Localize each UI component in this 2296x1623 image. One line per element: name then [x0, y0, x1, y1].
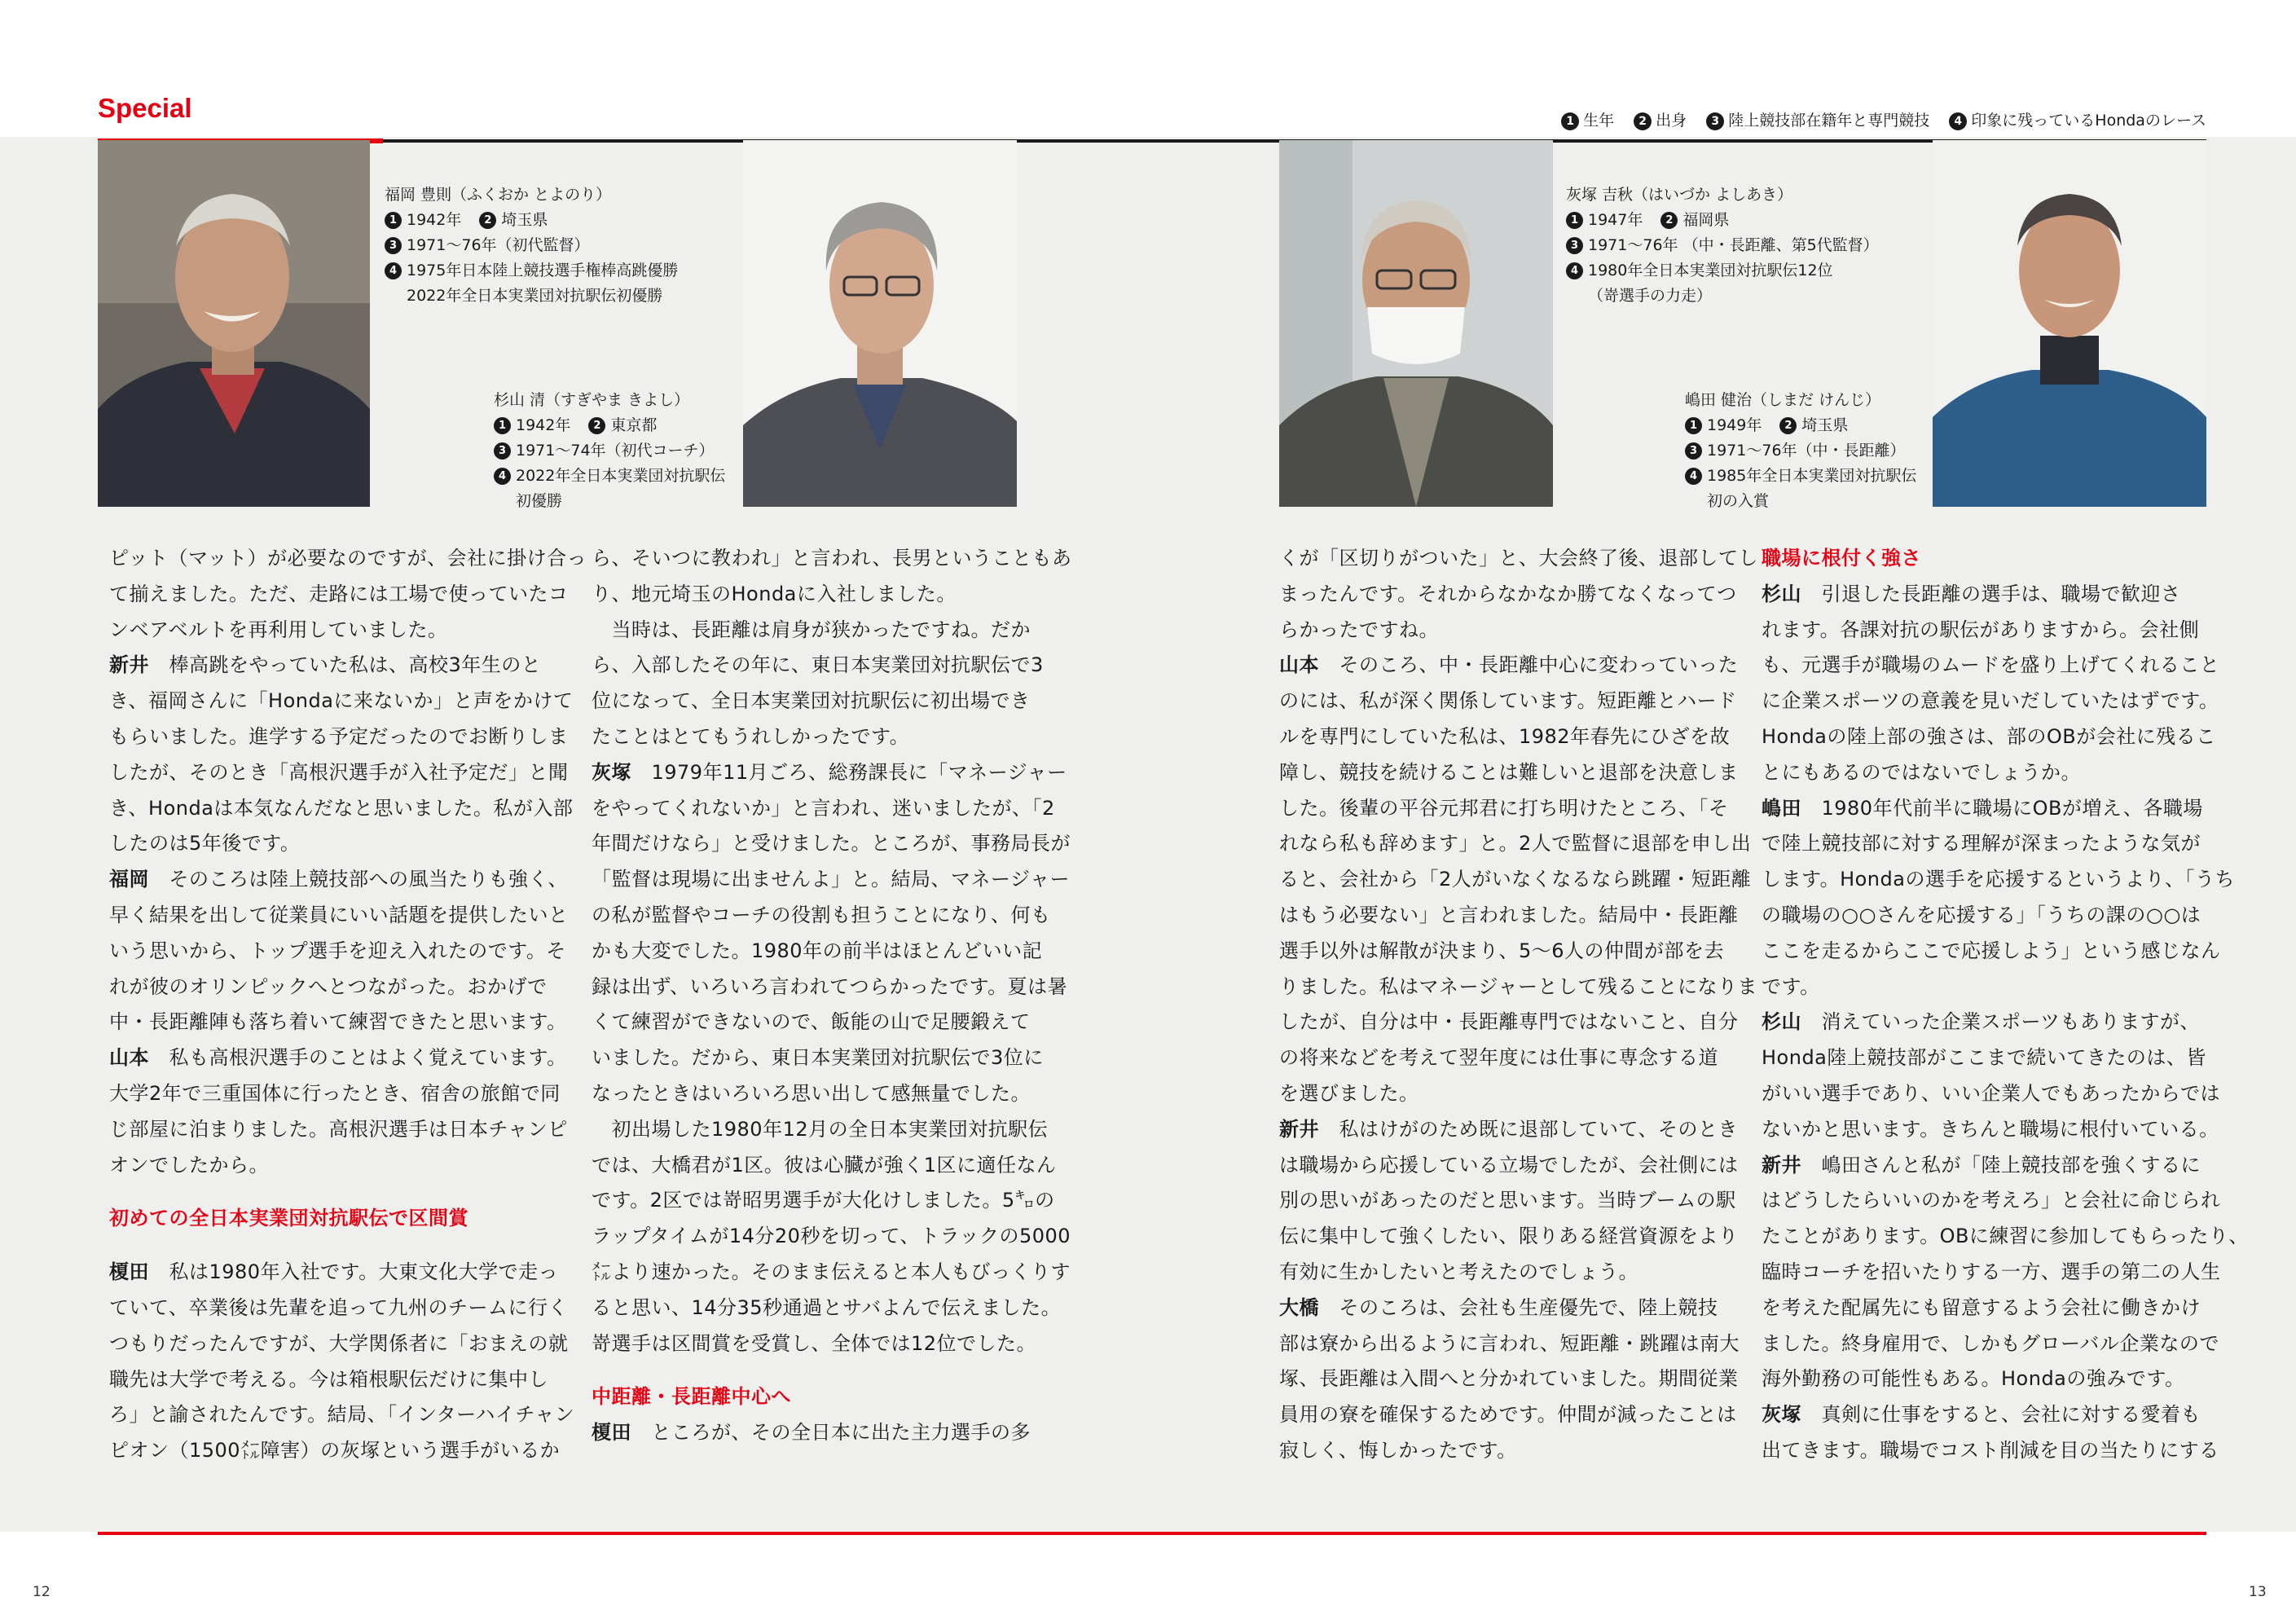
- marker-1-icon: 1: [494, 417, 511, 434]
- marker-1-icon: 1: [385, 212, 402, 229]
- profile-name: 福岡 豊則（ふくおか とよのり）: [385, 186, 612, 204]
- legend-item: 4 印象に残っているHondaのレース: [1949, 112, 2206, 130]
- body-column-3: くが「区切りがついた」と、大会終了後、退部してし まったんです。それからなかなか勝てなくなってつ らかったですね。 山本 そのころ、中・長距離中心に変わっていった のには、私が深く関係しています。短距離とハード ルを専門にしていた私は、1982年春先にひざを故 障し、競技を続けることは難しいと退部を決意しま した。後輩の平谷元邦君に打ち明けたところ、「そ れなら私も辞めます」と。2人で監督に退部を申し出 ると、会社から「2人がいなくなるなら跳躍・短距離 はもう必要ない」と言われました。結局中・長距離 選手以外は解散が決まり、5〜6人の仲間が部を去 りました。私はマネージャーとして残ることになりま したが、自分は中・長距離専門ではないこと、自分 の将来などを考えて翌年度には仕事に専念する道 を選びました。 新井 私はけがのため既に退部していて、そのとき は職場から応援している立場でしたが、会社側には 別の思いがあったのだと思います。当時ブームの駅 伝に集中して強くしたい、限りある経営資源をより 有効に生かしたいと考えたのでしょう。 大橋 そのころは、会社も生産優先で、陸上競技 部は寮から出るように言われ、短距離・跳躍は南大 塚、長距離は入間へと分かれていました。期間従業 員用の寮を確保するためです。仲間が減ったことは 寂しく、悔しかったです。: [1279, 547, 1758, 1462]
- marker-4-icon: 4: [494, 468, 511, 485]
- marker-3-icon: 3: [385, 237, 402, 254]
- speaker-name: 福岡: [109, 868, 149, 891]
- page-number-right: 13: [2249, 1584, 2267, 1600]
- marker-4-icon: 4: [1949, 112, 1967, 130]
- speaker-name: 嶋田: [1762, 796, 1801, 820]
- legend-item: 1 生年: [1561, 112, 1614, 130]
- speaker-name: 杉山: [1762, 582, 1801, 605]
- profile-name: 灰塚 吉秋（はいづか よしあき）: [1566, 186, 1793, 204]
- speaker-name: 杉山: [1762, 1010, 1801, 1034]
- profile-name: 杉山 清（すぎやま きよし）: [494, 391, 690, 409]
- marker-1-icon: 1: [1566, 212, 1583, 229]
- legend-item: 2 出身: [1634, 112, 1687, 130]
- profile-name: 嶋田 健治（しまだ けんじ）: [1685, 391, 1881, 409]
- speaker-name: 灰塚: [592, 760, 631, 784]
- marker-2-icon: 2: [1779, 417, 1797, 434]
- speaker-name: 榎田: [109, 1260, 149, 1284]
- marker-3-icon: 3: [494, 442, 511, 460]
- section-heading: 中距離・長距離中心へ: [592, 1385, 791, 1409]
- speaker-name: 大橋: [1279, 1295, 1319, 1319]
- page-number-left: 12: [33, 1584, 51, 1600]
- legend-item: 3 陸上競技部在籍年と専門競技: [1706, 112, 1929, 130]
- body-column-2: ら、そいつに教われ」と言われ、長男ということもあ り、地元埼玉のHondaに入社しました。 当時は、長距離は肩身が狭かったですね。だか ら、入部したその年に、東日本実業団対抗駅伝で3 位になって、全日本実業団対抗駅伝に初出場でき たことはとてもうれしかったです。 灰塚 1979年11月ごろ、総務課長に「マネージャー をやってくれないか」と言われ、迷いましたが、「2 年間だけなら」と受けました。ところが、事務局長が 「監督は現場に出ませんよ」と。結局、マネージャー の私が監督やコーチの役割も担うことになり、何も かも大変でした。1980年の前半はほとんどいい記 録は出ず、いろいろ言われてつらかったです。夏は暑 くて練習ができないので、飯能の山で足腰鍛えて いました。だから、東日本実業団対抗駅伝で3位に なったときはいろいろ思い出して感無量でした。 初出場した1980年12月の全日本実業団対抗駅伝 では、大橋君が1区。彼は心臓が強く1区に適任なん です。2区では嵜昭男選手が大化けしました。5㌔の ラップタイムが14分20秒を切って、トラックの5000 ㍍より速かった。そのまま伝えると本人もびっくりす ると思い、14分35秒通過とサバよんで伝えました。 嵜選手は区間賞を受賞し、全体では12位でした。 中距離・長距離中心へ 榎田 ところが、その全日本に出た主力選手の多: [592, 547, 1072, 1445]
- portrait-photo-fukuoka: [98, 140, 370, 507]
- portrait-photo-shimada: [1933, 140, 2206, 507]
- marker-1-icon: 1: [1561, 112, 1579, 130]
- body-column-1: ピット（マット）が必要なのですが、会社に掛け合っ て揃えました。ただ、走路には工場で使っていたコ ンベアベルトを再利用していました。 新井 棒高跳をやっていた私は、高校3年生のと き、福岡さんに「Hondaに来ないか」と声をかけて もらいました。進学する予定だったのでお断りしま したが、そのとき「高根沢選手が入社予定だ」と聞 き、Hondaは本気なんだなと思いました。私が入部 したのは5年後です。 福岡 そのころは陸上競技部への風当たりも強く、 早く結果を出して従業員にいい話題を提供したいと いう思いから、トップ選手を迎え入れたのです。そ れが彼のオリンピックへとつながった。おかげで 中・長距離陣も落ち着いて練習できたと思います。 山本 私も高根沢選手のことはよく覚えています。 大学2年で三重国体に行ったとき、宿舎の旅館で同 じ部屋に泊まりました。高根沢選手は日本チャンピ オンでしたから。 初めての全日本実業団対抗駅伝で区間賞 榎田 私は1980年入社です。大東文化大学で走っ ていて、卒業後は先輩を追って九州のチームに行く つもりだったんですが、大学関係者に「おまえの就 職先は大学で考える。今は箱根駅伝だけに集中し ろ」と諭されたんです。結局、「インターハイチャン ピオン（1500㍍障害）の灰塚という選手がいるか: [109, 547, 587, 1462]
- body-column-4: 職場に根付く強さ 杉山 引退した長距離の選手は、職場で歓迎さ れます。各課対抗の駅伝がありますから。会社側 も、元選手が職場のムードを盛り上げてくれること に企業スポーツの意義を見いだしていたはずです。 Hondaの陸上部の強さは、部のOBが会社に残るこ とにもあるのではないでしょうか。 嶋田 1980年代前半に職場にOBが増え、各職場 で陸上競技部に対する理解が深まったような気が します。Hondaの選手を応援するというより、「うち の職場の○○さんを応援する」「うちの課の○○は ここを走るからここで応援しよう」という感じなん です。 杉山 消えていった企業スポーツもありますが、 Honda陸上競技部がここまで続いてきたのは、皆 がいい選手であり、いい企業人でもあったからでは ないかと思います。きちんと職場に根付いている。 新井 嶋田さんと私が「陸上競技部を強くするに はどうしたらいいのかを考えろ」と会社に命じられ たことがあります。OBに練習に参加してもらったり、 臨時コーチを招いたりする一方、選手の第二の人生 を考えた配属先にも留意するよう会社に働きかけ ました。終身雇用で、しかもグローバル企業なので 海外勤務の可能性もある。Hondaの強みです。 灰塚 真剣に仕事をすると、会社に対する愛着も 出てきます。職場でコスト削減を目の当たりにする: [1762, 541, 2249, 1469]
- profile-caption-haizuka: 灰塚 吉秋（はいづか よしあき） 1 1947年 2 福岡県 3 1971〜76年 （中・長距離、第5代監督） 4 1980年全日本実業団対抗駅伝12位 （嵜選手の力走）: [1566, 183, 1879, 309]
- speaker-name: 灰塚: [1762, 1403, 1801, 1427]
- section-title: Special: [98, 93, 192, 123]
- marker-2-icon: 2: [588, 417, 605, 434]
- marker-3-icon: 3: [1706, 112, 1724, 130]
- speaker-name: 山本: [1279, 653, 1319, 677]
- marker-4-icon: 4: [1685, 468, 1702, 485]
- speaker-name: 新井: [1762, 1153, 1801, 1177]
- speaker-name: 新井: [109, 653, 149, 677]
- profile-caption-fukuoka: 福岡 豊則（ふくおか とよのり） 1 1942年 2 埼玉県 3 1971〜76年（初代監督） 4 1975年日本陸上競技選手権棒高跳優勝 2022年全日本実業団対抗駅伝初優勝: [385, 183, 678, 309]
- section-heading: 初めての全日本実業団対抗駅伝で区間賞: [109, 1207, 468, 1230]
- marker-4-icon: 4: [385, 262, 402, 279]
- marker-3-icon: 3: [1685, 442, 1702, 460]
- marker-1-icon: 1: [1685, 417, 1702, 434]
- marker-2-icon: 2: [1634, 112, 1652, 130]
- profile-legend: [1546, 108, 2206, 130]
- marker-2-icon: 2: [479, 212, 496, 229]
- speaker-name: 山本: [109, 1046, 149, 1070]
- portrait-photo-sugiyama: [743, 140, 1017, 507]
- marker-3-icon: 3: [1566, 237, 1583, 254]
- profile-caption-shimada: 嶋田 健治（しまだ けんじ） 1 1949年 2 埼玉県 3 1971〜76年（中・長距離） 4 1985年全日本実業団対抗駅伝 初の入賞: [1685, 388, 1916, 514]
- section-heading: 職場に根付く強さ: [1762, 547, 1921, 570]
- marker-2-icon: 2: [1660, 212, 1678, 229]
- footer-rule: [98, 1532, 2206, 1535]
- speaker-name: 榎田: [592, 1421, 631, 1445]
- speaker-name: 新井: [1279, 1117, 1319, 1141]
- profile-caption-sugiyama: 杉山 清（すぎやま きよし） 1 1942年 2 東京都 3 1971〜74年（初代コーチ） 4 2022年全日本実業団対抗駅伝 初優勝: [494, 388, 725, 514]
- marker-4-icon: 4: [1566, 262, 1583, 279]
- portrait-photo-haizuka: [1279, 140, 1553, 507]
